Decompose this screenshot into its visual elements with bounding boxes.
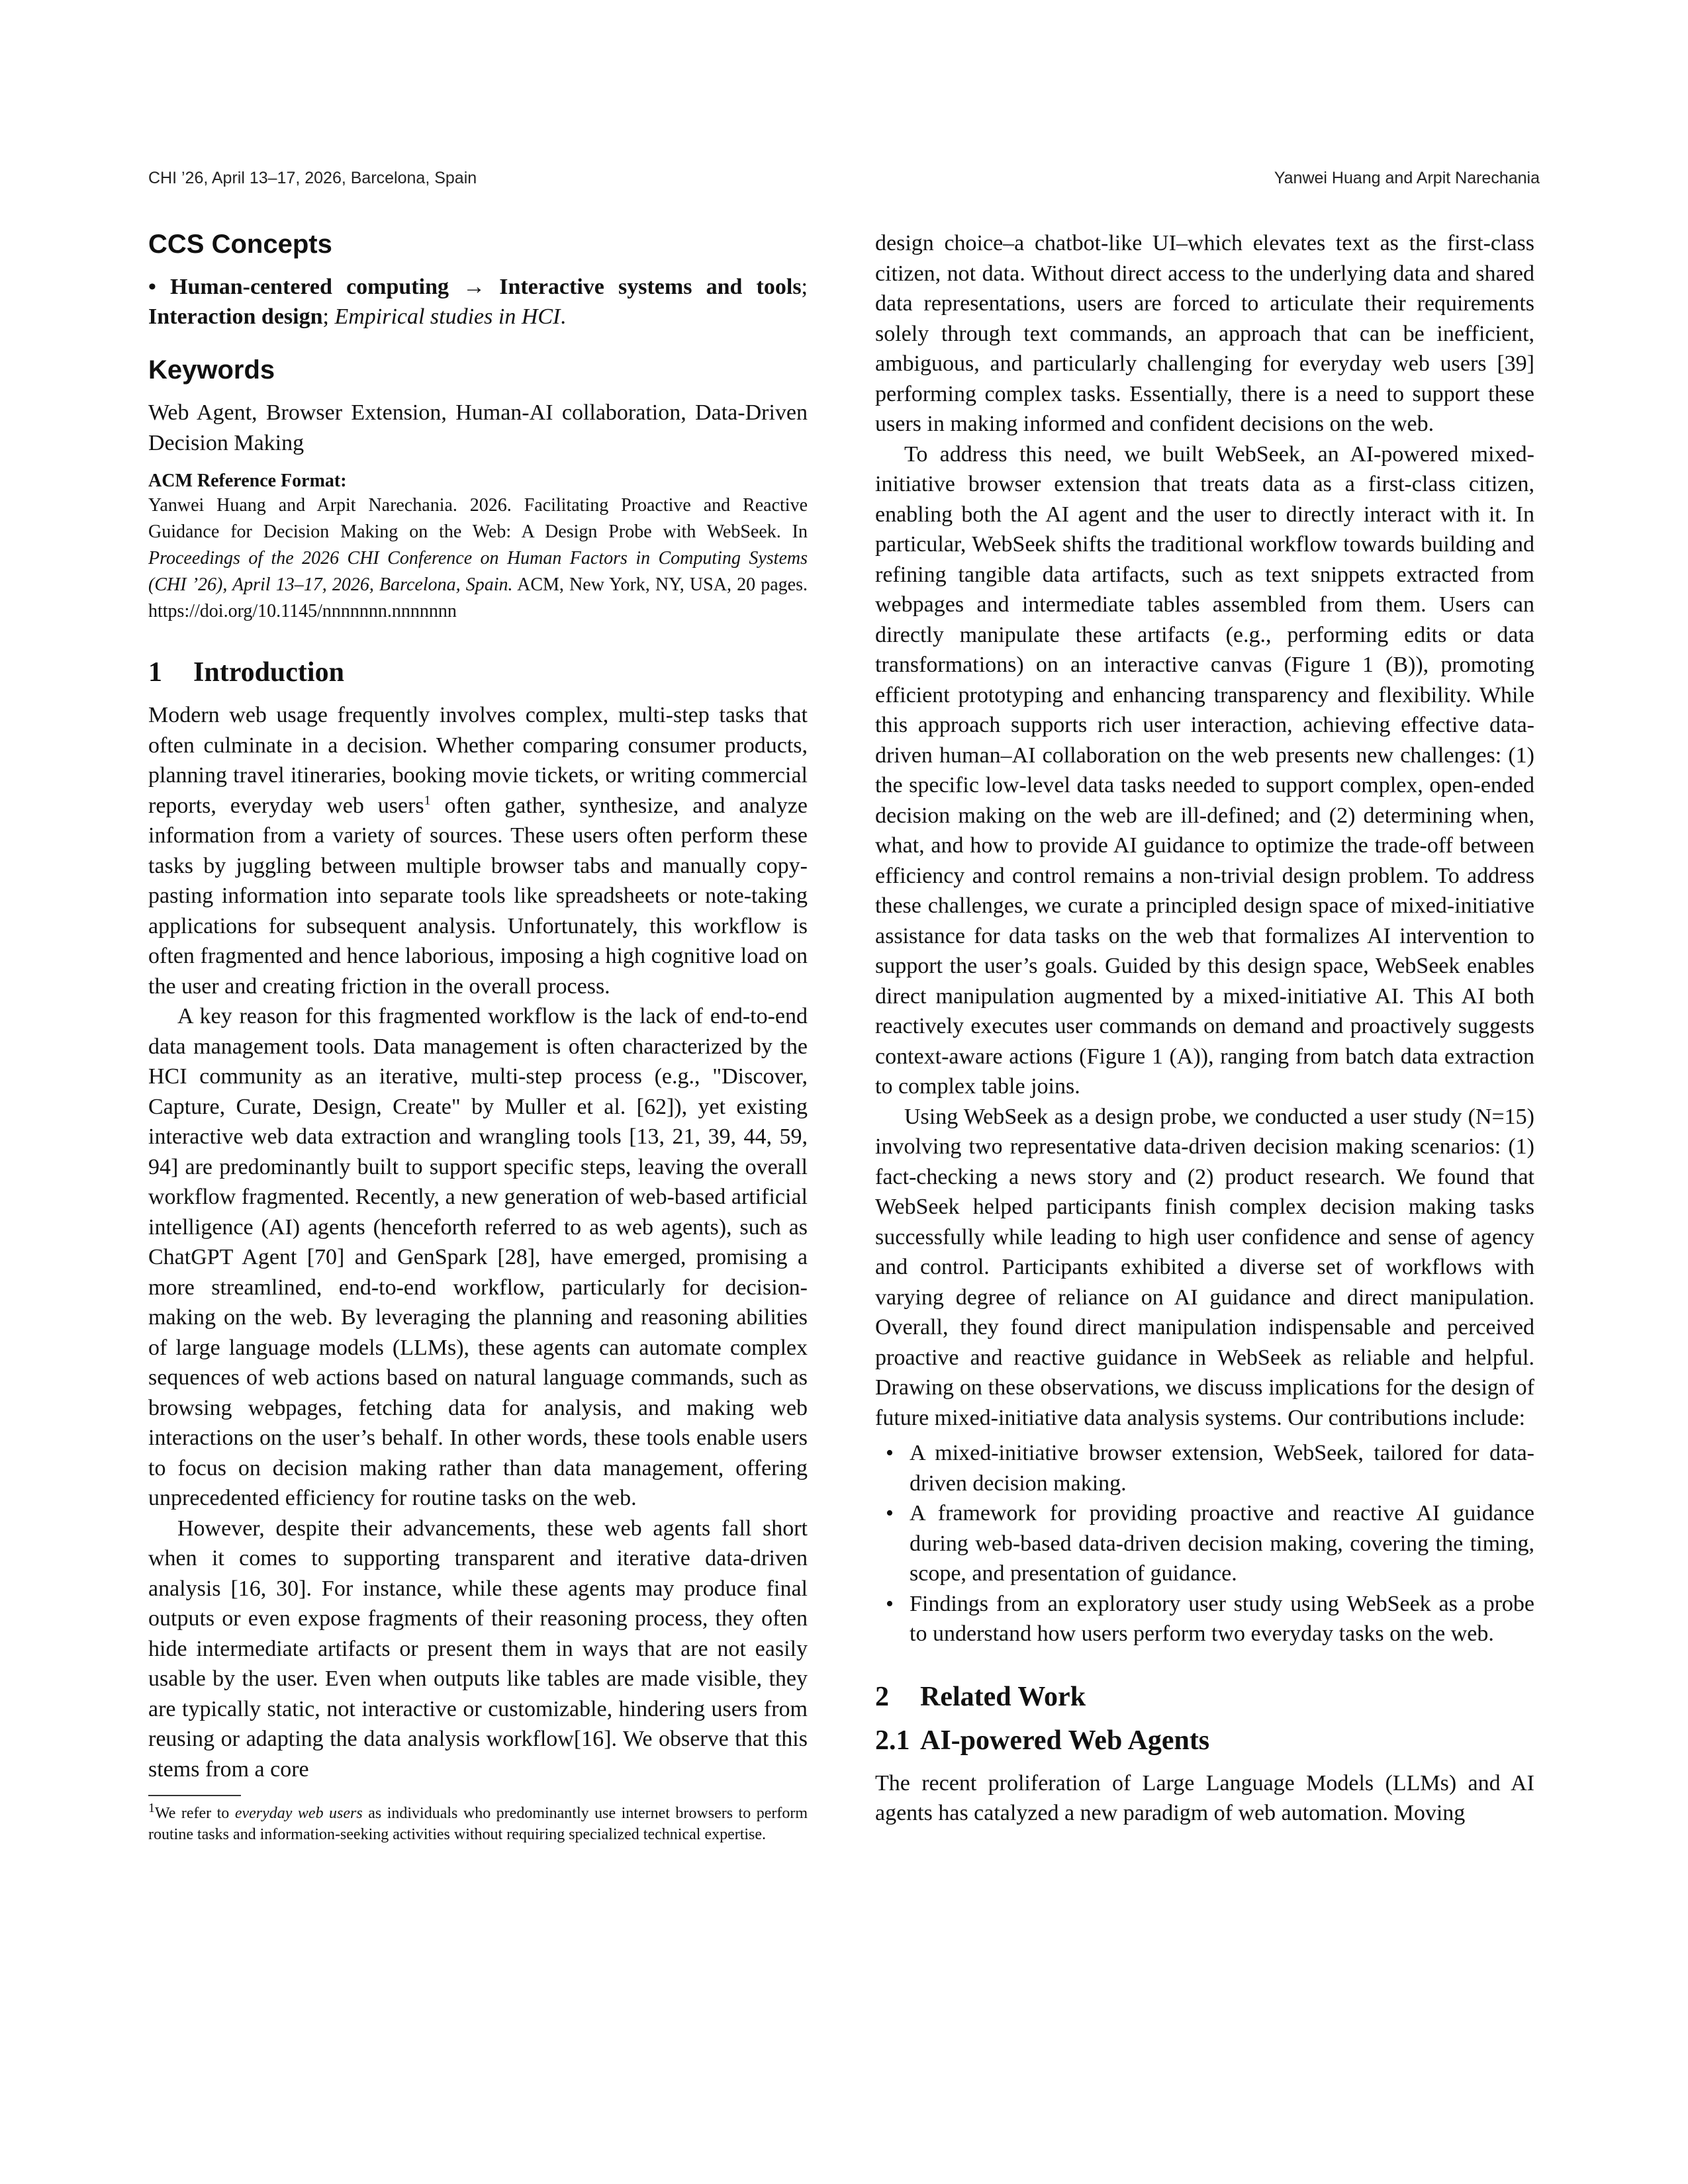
right-paragraph-1: design choice–a chatbot-like UI–which elevates text as the first-class citizen, not data. Without direct access to the underlying data and shared data representations, users are forced to articulate their requirements solely through text commands, an approach that can be inefficient, ambiguous, and particularly challenging for everyday web users [39] performing complex tasks. Essentially, there is a need to support these users in making informed and confident decisions on the web.	[875, 231, 1534, 436]
running-header-venue: CHI ’26, April 13–17, 2026, Barcelona, Spain	[148, 169, 477, 187]
footnote-italic: everyday web users	[234, 1805, 363, 1822]
ccs-term-1: Human-centered computing	[170, 275, 449, 299]
footnote-text-1: We refer to	[155, 1805, 235, 1822]
running-header-authors: Yanwei Huang and Arpit Narechania	[1274, 169, 1540, 187]
section-2-title: Related Work	[920, 1681, 1086, 1712]
ccs-term-4: Empirical studies in HCI	[334, 304, 561, 329]
section-1-number: 1	[148, 657, 162, 688]
ccs-concepts-text	[148, 272, 808, 332]
intro-paragraph-1-a: Modern web usage frequently involves complex, multi-step tasks that often culminate in a decision. Whether comparing consumer products, planning travel itineraries, booking movie tickets, or writing commercial reports, everyday web users	[148, 703, 808, 818]
contributions-list	[875, 1438, 1534, 1649]
right-paragraph-2: To address this need, we built WebSeek, an AI-powered mixed-initiative browser extension that treats data as a first-class citizen, enabling both the AI agent and the user to directly interact with it. In particular, WebSeek shifts the traditional workflow towards building and refining tangible data artifacts, such as text snippets extracted from webpages and intermediate tables assembled from them. Users can directly manipulate these artifacts (e.g., performing edits or data transformations) on an interactive canvas (Figure 1 (B)), promoting efficient prototyping and enhancing transparency and flexibility. While this approach supports rich user interaction, achieving effective data-driven human–AI collaboration on the web presents new challenges: (1) the specific low-level data tasks needed to support complex, open-ended decision making on the web are ill-defined; and (2) determining when, what, and how to provide AI guidance to optimize the trade-off between efficiency and control remains a non-trivial design problem. To address these challenges, we curate a principled design space of mixed-initiative assistance for data tasks on the web that formalizes AI intervention to support the user’s goals. Guided by this design space, WebSeek enables direct manipulation augmented by a mixed-initiative AI. This AI both reactively executes user commands on demand and proactively suggests context-aware actions (Figure 1 (A)), ranging from batch data extraction to complex table joins.	[875, 441, 1534, 1099]
contribution-item: • A framework for providing proactive and reactive AI guidance during web-based data-driven decision making, covering the timing, scope, and presentation of guidance.	[910, 1498, 1534, 1589]
ccs-sep-1: ;	[801, 275, 808, 299]
ccs-sep-2: ;	[322, 304, 329, 329]
section-2-number: 2	[875, 1681, 889, 1712]
intro-paragraph-3: However, despite their advancements, these web agents fall short when it comes to supporting transparent and iterative data-driven analysis [16, 30]. For instance, while these agents may produce final outputs or even expose fragments of their reasoning process, they often hide intermediate artifacts or present them in ways that are not easily usable by the user. Even when outputs like tables are made visible, they are typically static, not interactive or customizable, hindering users from reusing or adapting the data analysis workflow[16]. We observe that this stems from a core	[148, 1516, 808, 1782]
section-1-heading	[148, 657, 808, 688]
contribution-item: • A mixed-initiative browser extension, WebSeek, tailored for data-driven decision making.	[910, 1438, 1534, 1498]
keywords-heading: Keywords	[148, 355, 275, 385]
section-1-title: Introduction	[193, 657, 344, 688]
ccs-heading: CCS Concepts	[148, 230, 332, 259]
ccs-end: .	[560, 304, 566, 329]
intro-paragraph-1-b: often gather, synthesize, and analyze information from a variety of sources. These users often perform these tasks by juggling between multiple browser tabs and manually copy-pasting information into separate tools like spreadsheets or note-taking applications for subsequent analysis. Unfortunately, this workflow is often fragmented and hence laborious, imposing a high cognitive load on the user and creating friction in the overall process.	[148, 793, 808, 999]
footnote-divider	[148, 1795, 241, 1796]
keywords-text: Web Agent, Browser Extension, Human-AI collaboration, Data-Driven Decision Making	[148, 400, 808, 455]
left-column	[148, 228, 808, 1845]
ccs-arrow: →	[463, 275, 486, 299]
intro-paragraph-2: A key reason for this fragmented workflow is the lack of end-to-end data management tools. Data management is often characterized by the HCI community as an iterative, multi-step process (e.g., "Discover, Capture, Curate, Design, Create" by Muller et al. [62]), yet existing interactive web data extraction and wrangling tools [13, 21, 39, 44, 59, 94] are predominantly built to support specific steps, leaving the overall workflow fragmented. Recently, a new generation of web-based artificial intelligence (AI) agents (henceforth referred to as web agents), such as ChatGPT Agent [70] and GenSpark [28], have emerged, promising a more streamlined, end-to-end workflow, particularly for decision-making on the web. By leveraging the planning and reasoning abilities of large language models (LLMs), these agents can automate complex sequences of web actions based on natural language commands, such as browsing webpages, fetching data for analysis, and making web interactions on the user’s behalf. In other words, these tools enable users to focus on decision making rather than data management, offering unprecedented efficiency for routine tasks on the web.	[148, 1004, 808, 1510]
footnote-number: 1	[148, 1801, 155, 1815]
ccs-term-2: Interactive systems and tools	[499, 275, 802, 299]
right-paragraph-3: Using WebSeek as a design probe, we conducted a user study (N=15) involving two representative data-driven decision making scenarios: (1) fact-checking a news story and (2) product research. We found that WebSeek helped participants finish complex decision making tasks successfully while leading to high user confidence and sense of agency and control. Participants exhibited a diverse set of workflows with varying degree of reliance on AI guidance and direct manipulation. Overall, they found direct manipulation indispensable and perceived proactive and reactive guidance in WebSeek as reliable and helpful. Drawing on these observations, we discuss implications for the design of future mixed-initiative data analysis systems. Our contributions include:	[875, 1104, 1534, 1430]
ccs-term-3: Interaction design	[148, 304, 323, 329]
bullet-glyph: •	[886, 1441, 894, 1465]
acm-reference-text	[148, 492, 808, 625]
ccs-bullet: •	[148, 275, 156, 299]
acm-reference-heading: ACM Reference Format:	[148, 471, 347, 491]
footnote-text-2: as individuals who predominantly use internet browsers to perform routine tasks and information-seeking activities without requiring specialized technical expertise.	[148, 1805, 808, 1843]
right-column	[875, 228, 1534, 1829]
acm-reference-italic: Proceedings of the 2026 CHI Conference on Human Factors in Computing Systems (CHI ’26), April 13–17, 2026, Barcelona, Spain.	[148, 548, 808, 595]
acm-reference-part-1: Yanwei Huang and Arpit Narechania. 2026. Facilitating Proactive and Reactive Guidance for Decision Making on the Web: A Design Probe with WebSeek. In	[148, 495, 808, 542]
acm-reference-part-2: ACM, New York, NY, USA, 20 pages. https://doi.org/10.1145/nnnnnnn.nnnnnnn	[148, 574, 808, 621]
section-2-1-number: 2.1	[875, 1725, 910, 1756]
contribution-item: • Findings from an exploratory user study using WebSeek as a probe to understand how users perform two everyday tasks on the web.	[910, 1589, 1534, 1649]
intro-paragraph-1	[148, 700, 808, 1001]
bullet-glyph: •	[886, 1591, 894, 1616]
related-work-paragraph-1: The recent proliferation of Large Language Models (LLMs) and AI agents has catalyzed a new paradigm of web automation. Moving	[875, 1770, 1534, 1825]
section-2-1-heading	[875, 1725, 1534, 1756]
section-2-heading	[875, 1681, 1534, 1713]
footnote-marker: 1	[424, 793, 431, 808]
section-2-1-title: AI-powered Web Agents	[920, 1725, 1210, 1756]
footnote	[148, 1803, 808, 1845]
bullet-glyph: •	[886, 1501, 894, 1525]
